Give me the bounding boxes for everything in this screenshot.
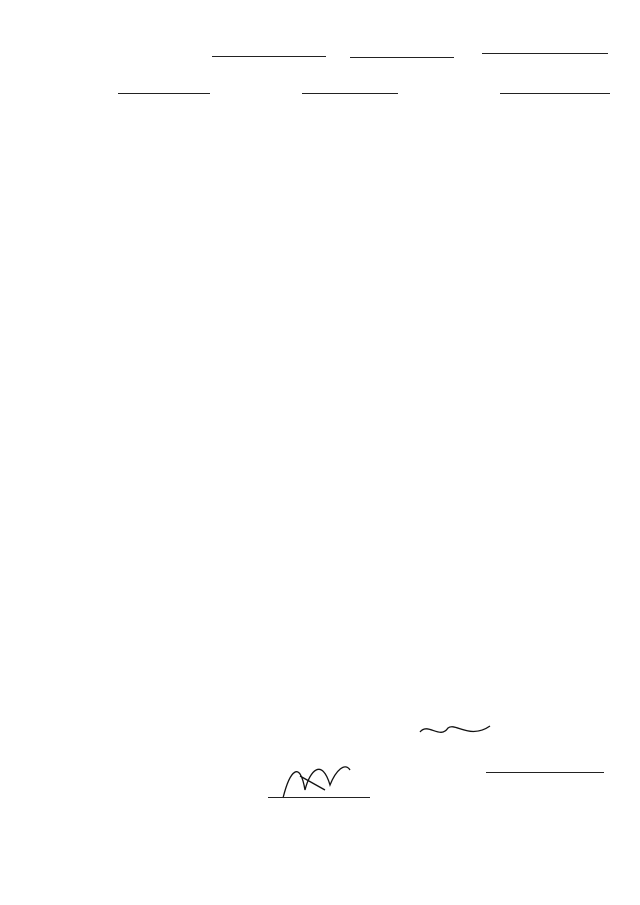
signature-scribble — [283, 726, 490, 798]
signature-line — [268, 796, 370, 798]
initials-handwritten — [486, 772, 604, 773]
